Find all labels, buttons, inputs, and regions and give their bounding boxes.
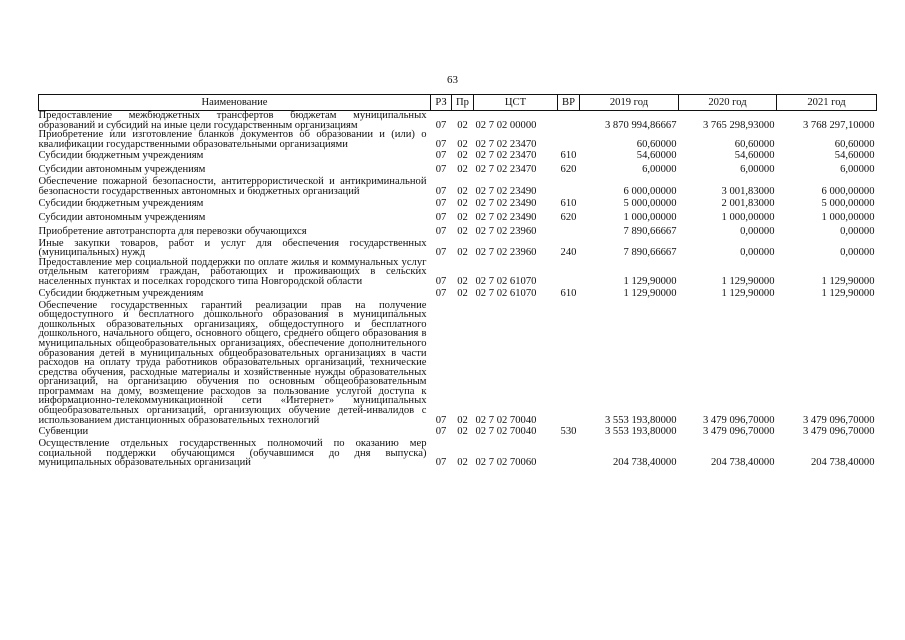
- row-name: Иные закупки товаров, работ и услуг для обеспечения государственных (муниципальных) нужд: [38, 237, 427, 259]
- row-cst: 02 7 02 23470: [475, 138, 537, 150]
- row-2021: 0,00000: [840, 225, 875, 237]
- row-2021: 5 000,00000: [821, 197, 875, 209]
- table-row: [39, 149, 877, 163]
- row-2020: 3 001,83000: [721, 185, 775, 197]
- row-pr: 02: [457, 414, 468, 426]
- row-pr: 02: [457, 138, 468, 150]
- row-rz: 07: [435, 426, 447, 438]
- row-2019: 1 129,90000: [623, 275, 677, 287]
- row-2019: 6,00000: [642, 164, 677, 176]
- row-2020: 3 479 096,70000: [702, 414, 775, 426]
- row-rz: 07: [435, 211, 447, 223]
- table-row: [39, 301, 877, 426]
- row-2019: 5 000,00000: [623, 197, 677, 209]
- table-row: [39, 177, 877, 196]
- row-2020: 2 001,83000: [721, 197, 775, 209]
- row-2020: 3 479 096,70000: [702, 426, 775, 438]
- header-2019: 2019 год: [580, 95, 679, 111]
- row-name: Приобретение автотранспорта для перевозки обучающихся: [38, 225, 307, 237]
- row-rz: 07: [435, 457, 447, 469]
- row-vr: [558, 258, 580, 287]
- row-name: Субсидии автономным учреждениям: [38, 164, 206, 176]
- row-vr: 610: [560, 150, 577, 162]
- row-pr: 02: [457, 426, 468, 438]
- header-rz: РЗ: [431, 95, 452, 111]
- row-2021: 204 738,40000: [810, 457, 875, 469]
- row-vr: 610: [560, 287, 577, 299]
- row-rz: 07: [435, 197, 447, 209]
- row-2020: 3 765 298,93000: [702, 119, 775, 131]
- row-name: Обеспечение пожарной безопасности, антитеррористической и антикриминальной безопасности государственных автономных и бюджетных организаций: [38, 176, 427, 197]
- row-cst: 02 7 02 23490: [475, 185, 537, 197]
- row-2021: 3 768 297,10000: [802, 119, 875, 131]
- row-rz: 07: [435, 138, 447, 150]
- row-vr: [558, 439, 580, 468]
- row-cst: 02 7 02 23470: [475, 150, 537, 162]
- row-2021: 1 129,90000: [821, 275, 875, 287]
- header-2021: 2021 год: [777, 95, 877, 111]
- table-row: [39, 258, 877, 287]
- row-2020: 1 129,90000: [721, 275, 775, 287]
- header-vr: ВР: [558, 95, 580, 111]
- row-2021: 6 000,00000: [821, 185, 875, 197]
- row-cst: 02 7 02 23470: [475, 164, 537, 176]
- row-pr: 02: [457, 185, 468, 197]
- row-2020: 0,00000: [740, 225, 775, 237]
- row-pr: 02: [457, 287, 468, 299]
- row-vr: [558, 130, 580, 149]
- row-2019: 3 553 193,80000: [604, 414, 677, 426]
- header-2020: 2020 год: [679, 95, 777, 111]
- row-2019: 204 738,40000: [612, 457, 677, 469]
- row-name: Субсидии бюджетным учреждениям: [38, 287, 204, 299]
- row-name: Субсидии бюджетным учреждениям: [38, 150, 204, 162]
- row-rz: 07: [435, 150, 447, 162]
- row-cst: 02 7 02 61070: [475, 287, 537, 299]
- row-2021: 1 000,00000: [821, 211, 875, 223]
- row-pr: 02: [457, 164, 468, 176]
- row-vr: 610: [560, 197, 577, 209]
- row-2020: 60,60000: [734, 138, 775, 150]
- row-2019: 3 553 193,80000: [604, 426, 677, 438]
- row-2021: 3 479 096,70000: [802, 426, 875, 438]
- row-vr: [558, 111, 580, 131]
- row-2019: 60,60000: [636, 138, 677, 150]
- row-2020: 6,00000: [740, 164, 775, 176]
- header-pr: Пр: [452, 95, 474, 111]
- table-row: [39, 130, 877, 149]
- table-row: [39, 163, 877, 177]
- row-name: Осуществление отдельных государственных полномочий по оказанию мер социальной поддержки обучающимся (обучавшимся до дня выпуска) муниципальных образовательных организаций: [38, 438, 427, 469]
- row-name: Предоставление межбюджетных трансфертов бюджетам муниципальных образований и субсидий на иные цели государственным организациям: [38, 110, 427, 131]
- row-name: Предоставление мер социальной поддержки по оплате жилья и коммунальных услуг отдельным категориям граждан, работающих и проживающих в сельских населенных пунктах и поселках городского типа Новгородской области: [38, 256, 427, 287]
- row-2020: 0,00000: [740, 247, 775, 259]
- table-header: [39, 95, 877, 111]
- table-row: [39, 439, 877, 468]
- row-rz: 07: [435, 275, 447, 287]
- row-pr: 02: [457, 150, 468, 162]
- row-rz: 07: [435, 164, 447, 176]
- row-cst: 02 7 02 23960: [475, 247, 537, 259]
- header-cst: ЦСТ: [474, 95, 558, 111]
- row-rz: 07: [435, 119, 447, 131]
- table-body: [39, 111, 877, 469]
- row-rz: 07: [435, 414, 447, 426]
- row-rz: 07: [435, 185, 447, 197]
- row-2019: 1 129,90000: [623, 287, 677, 299]
- table-row: [39, 225, 877, 239]
- row-cst: 02 7 02 70060: [475, 457, 537, 469]
- row-pr: 02: [457, 457, 468, 469]
- row-2021: 6,00000: [840, 164, 875, 176]
- row-2019: 1 000,00000: [623, 211, 677, 223]
- row-cst: 02 7 02 70040: [475, 414, 537, 426]
- row-2019: 6 000,00000: [623, 185, 677, 197]
- row-vr: 240: [560, 247, 577, 259]
- row-2020: 1 129,90000: [721, 287, 775, 299]
- row-2019: 7 890,66667: [623, 225, 677, 237]
- row-2021: 3 479 096,70000: [802, 414, 875, 426]
- row-2021: 1 129,90000: [821, 287, 875, 299]
- row-pr: 02: [457, 275, 468, 287]
- row-pr: 02: [457, 197, 468, 209]
- row-2021: 54,60000: [834, 150, 875, 162]
- row-pr: 02: [457, 211, 468, 223]
- row-pr: 02: [457, 119, 468, 131]
- budget-table: [38, 94, 877, 468]
- table-row: [39, 239, 877, 258]
- row-name: Субвенции: [38, 426, 89, 438]
- row-2020: 204 738,40000: [710, 457, 775, 469]
- table-row: [39, 425, 877, 439]
- row-2020: 1 000,00000: [721, 211, 775, 223]
- row-cst: 02 7 02 23490: [475, 211, 537, 223]
- row-2021: 0,00000: [840, 247, 875, 259]
- row-name: Обеспечение государственных гарантий реализации прав на получение общедоступного и бесплатного дошкольного образования в муниципальных дошкольных образовательных организациях, общедоступного и бесплатного дошкольного, начального общего, основного общего, среднего общего образования в муниципальных общеобразовательных организациях, обеспечение дополнительного образования детей в муниципальных общеобразовательных организациях в части расходов на оплату труда работников образовательных организаций, технические средства обучения, расходные материалы и хозяйственные нужды образовательных организаций, на организацию обучения по основным общеобразовательным программам на дому, возмещение расходов за пользование услугой доступа к информационно-телекоммуникационной сети «Интернет» муниципальных общеобразовательных организаций, организующих обучение детей-инвалидов с использованием дистанционных образовательных технологий: [38, 299, 427, 426]
- row-vr: 620: [560, 211, 577, 223]
- row-name: Субсидии бюджетным учреждениям: [38, 197, 204, 209]
- table-row: [39, 111, 877, 131]
- row-pr: 02: [457, 247, 468, 259]
- row-name: Субсидии автономным учреждениям: [38, 211, 206, 223]
- row-cst: 02 7 02 70040: [475, 426, 537, 438]
- row-cst: 02 7 02 23960: [475, 225, 537, 237]
- header-name: Наименование: [39, 95, 431, 111]
- row-vr: [558, 177, 580, 196]
- row-rz: 07: [435, 247, 447, 259]
- row-2019: 54,60000: [636, 150, 677, 162]
- row-cst: 02 7 02 23490: [475, 197, 537, 209]
- row-2019: 3 870 994,86667: [604, 119, 677, 131]
- row-vr: [558, 225, 580, 239]
- table-row: [39, 211, 877, 225]
- row-2021: 60,60000: [834, 138, 875, 150]
- row-name: Приобретение или изготовление бланков документов об образовании и (или) о квалификации государственными образовательными организациями: [38, 129, 427, 150]
- row-2020: 54,60000: [734, 150, 775, 162]
- row-rz: 07: [435, 225, 447, 237]
- row-cst: 02 7 02 00000: [475, 119, 537, 131]
- table-row: [39, 287, 877, 301]
- row-cst: 02 7 02 61070: [475, 275, 537, 287]
- row-rz: 07: [435, 287, 447, 299]
- table-row: [39, 197, 877, 211]
- row-vr: 620: [560, 164, 577, 176]
- row-vr: [558, 301, 580, 426]
- row-pr: 02: [457, 225, 468, 237]
- page-number: 63: [447, 74, 458, 86]
- row-2019: 7 890,66667: [623, 247, 677, 259]
- row-vr: 530: [560, 426, 577, 438]
